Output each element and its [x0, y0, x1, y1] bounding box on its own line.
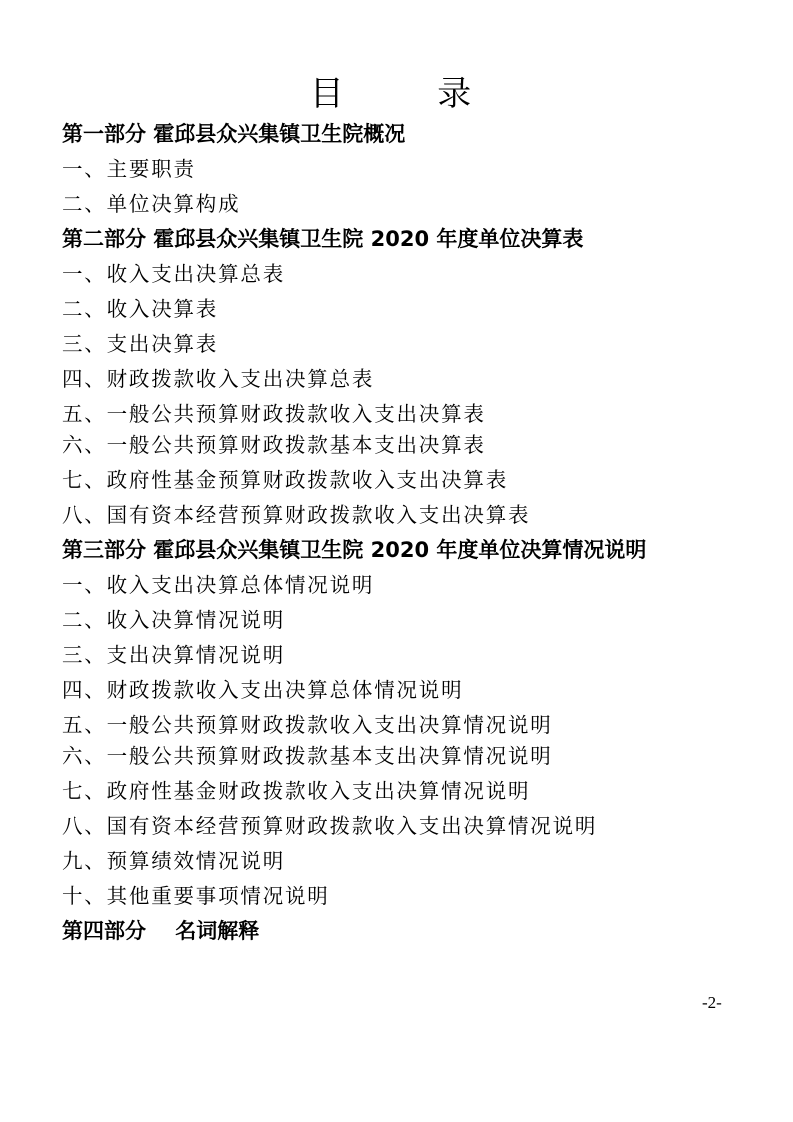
- toc-item: 七、政府性基金财政拨款收入支出决算情况说明: [62, 779, 531, 803]
- toc-item: 四、财政拨款收入支出决算总体情况说明: [62, 678, 464, 702]
- page-title: 目 录: [309, 74, 496, 114]
- toc-item: 二、单位决算构成: [62, 192, 241, 216]
- toc-item: 五、一般公共预算财政拨款收入支出决算表: [62, 402, 486, 426]
- toc-item: 二、收入决算情况说明: [62, 608, 285, 632]
- toc-item: 七、政府性基金预算财政拨款收入支出决算表: [62, 468, 508, 492]
- toc-item: 三、支出决算情况说明: [62, 643, 285, 667]
- toc-item: 一、主要职责: [62, 157, 196, 181]
- toc-item: 一、收入支出决算总表: [62, 262, 285, 286]
- toc-item: 四、财政拨款收入支出决算总表: [62, 367, 375, 391]
- toc-item: 八、国有资本经营预算财政拨款收入支出决算表: [62, 503, 531, 527]
- toc-item: 三、支出决算表: [62, 332, 219, 356]
- toc-part-heading-1: 第一部分 霍邱县众兴集镇卫生院概况: [62, 122, 406, 146]
- toc-item: 五、一般公共预算财政拨款收入支出决算情况说明: [62, 713, 553, 737]
- toc-part-heading-3: 第三部分 霍邱县众兴集镇卫生院 2020 年度单位决算情况说明: [62, 538, 647, 562]
- page-number: -2-: [702, 993, 722, 1012]
- toc-part-heading-4: 第四部分 名词解释: [62, 919, 260, 943]
- toc-item: 六、一般公共预算财政拨款基本支出决算情况说明: [62, 744, 553, 768]
- toc-item: 六、一般公共预算财政拨款基本支出决算表: [62, 433, 486, 457]
- toc-item: 十、其他重要事项情况说明: [62, 884, 330, 908]
- toc-item: 八、国有资本经营预算财政拨款收入支出决算情况说明: [62, 814, 598, 838]
- toc-part-heading-2: 第二部分 霍邱县众兴集镇卫生院 2020 年度单位决算表: [62, 227, 584, 251]
- toc-item: 一、收入支出决算总体情况说明: [62, 573, 375, 597]
- toc-item: 九、预算绩效情况说明: [62, 849, 285, 873]
- toc-item: 二、收入决算表: [62, 297, 219, 321]
